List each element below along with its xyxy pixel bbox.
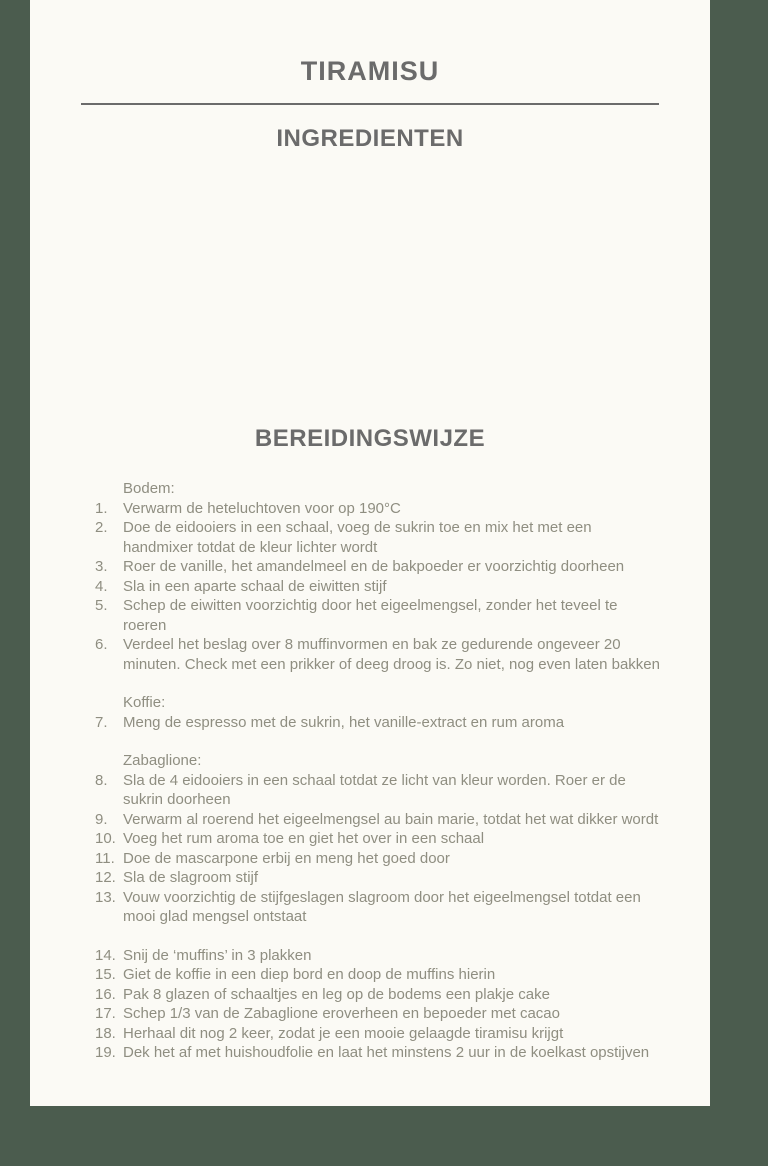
step-number: 8. (95, 771, 108, 789)
method-step (95, 810, 662, 830)
step-number: 16. (95, 985, 116, 1003)
step-number: 15. (95, 966, 116, 983)
section-label-text: Bodem: (123, 480, 175, 497)
step-text: Herhaal dit nog 2 keer, zodat je een mooie gelaagde tiramisu krijgt (123, 1024, 564, 1042)
method-step (95, 985, 662, 1005)
method-step (95, 1024, 662, 1044)
step-number: 14. (95, 946, 116, 964)
step-text: Voeg het rum aroma toe en giet het over in een schaal (123, 830, 485, 847)
ingredients-heading: INGREDIENTEN (276, 125, 464, 152)
method-section-label (95, 479, 662, 499)
step-number: 9. (95, 810, 108, 828)
step-text: Snij de ‘muffins’ in 3 plakken (123, 946, 312, 964)
step-number: 5. (95, 597, 108, 614)
step-number: 18. (95, 1024, 116, 1042)
step-number: 3. (95, 558, 108, 575)
method-step (95, 771, 662, 810)
recipe-title: TIRAMISU (300, 56, 440, 86)
method-step (95, 946, 662, 966)
step-text: Doe de eidooiers in een schaal, voeg de sukrin toe en mix het met een handmixer totdat de kleur lichter wordt (123, 519, 592, 556)
method-section-label (95, 751, 662, 771)
step-text: Schep 1/3 van de Zabaglione eroverheen en bepoeder met cacao (123, 1005, 560, 1022)
method-step (95, 965, 662, 985)
method-step (95, 596, 662, 635)
method-step (95, 829, 662, 849)
step-number: 17. (95, 1005, 116, 1022)
step-number: 19. (95, 1044, 116, 1061)
method-step (95, 635, 662, 674)
method-section-label (95, 693, 662, 713)
method-step (95, 557, 662, 577)
step-text: Giet de koffie in een diep bord en doop de muffins hierin (123, 966, 496, 983)
step-number: 7. (95, 713, 108, 731)
recipe-page (30, 0, 710, 1106)
step-text: Verwarm de heteluchtoven voor op 190°C (123, 499, 401, 517)
step-number: 1. (95, 499, 108, 517)
step-text: Dek het af met huishoudfolie en laat het minstens 2 uur in de koelkast opstijven (123, 1044, 650, 1061)
method-heading: BEREIDINGSWIJZE (254, 425, 486, 452)
method-step (95, 518, 662, 557)
method-list (30, 479, 710, 1063)
step-number: 6. (95, 636, 108, 653)
step-text: Verwarm al roerend het eigeelmengsel au bain marie, totdat het wat dikker wordt (123, 810, 659, 828)
method-step (95, 868, 662, 888)
step-text: Sla de slagroom stijf (123, 869, 259, 886)
step-number: 13. (95, 888, 116, 906)
step-text: Schep de eiwitten voorzichtig door het eigeelmengsel, zonder het teveel te roeren (123, 597, 618, 634)
step-text: Meng de espresso met de sukrin, het vanille-extract en rum aroma (123, 713, 565, 731)
step-text: Roer de vanille, het amandelmeel en de bakpoeder er voorzichtig doorheen (123, 558, 625, 575)
method-step (95, 713, 662, 733)
section-label-text: Koffie: (123, 694, 166, 711)
step-text: Sla de 4 eidooiers in een schaal totdat ze licht van kleur worden. Roer er de sukrin doorheen (123, 771, 626, 808)
step-number: 11. (95, 849, 115, 867)
step-text: Vouw voorzichtig de stijfgeslagen slagroom door het eigeelmengsel totdat een mooi glad mengsel ontstaat (123, 888, 641, 925)
step-number: 12. (95, 869, 116, 886)
method-step (95, 888, 662, 927)
step-number: 4. (95, 577, 108, 595)
step-number: 10. (95, 830, 116, 847)
step-text: Verdeel het beslag over 8 muffinvormen en bak ze gedurende ongeveer 20 minuten. Check met een prikker of deeg droog is. Zo niet, nog even laten bakken (123, 636, 660, 673)
method-step (95, 499, 662, 519)
method-step (95, 1043, 662, 1063)
section-label-text: Zabaglione: (123, 752, 202, 769)
method-step (95, 577, 662, 597)
method-step (95, 1004, 662, 1024)
title-divider (81, 103, 659, 105)
step-text: Sla in een aparte schaal de eiwitten stijf (123, 577, 387, 595)
method-step (95, 849, 662, 869)
step-text: Pak 8 glazen of schaaltjes en leg op de bodems een plakje cake (123, 985, 550, 1003)
step-text: Doe de mascarpone erbij en meng het goed door (123, 849, 450, 867)
step-number: 2. (95, 519, 108, 536)
